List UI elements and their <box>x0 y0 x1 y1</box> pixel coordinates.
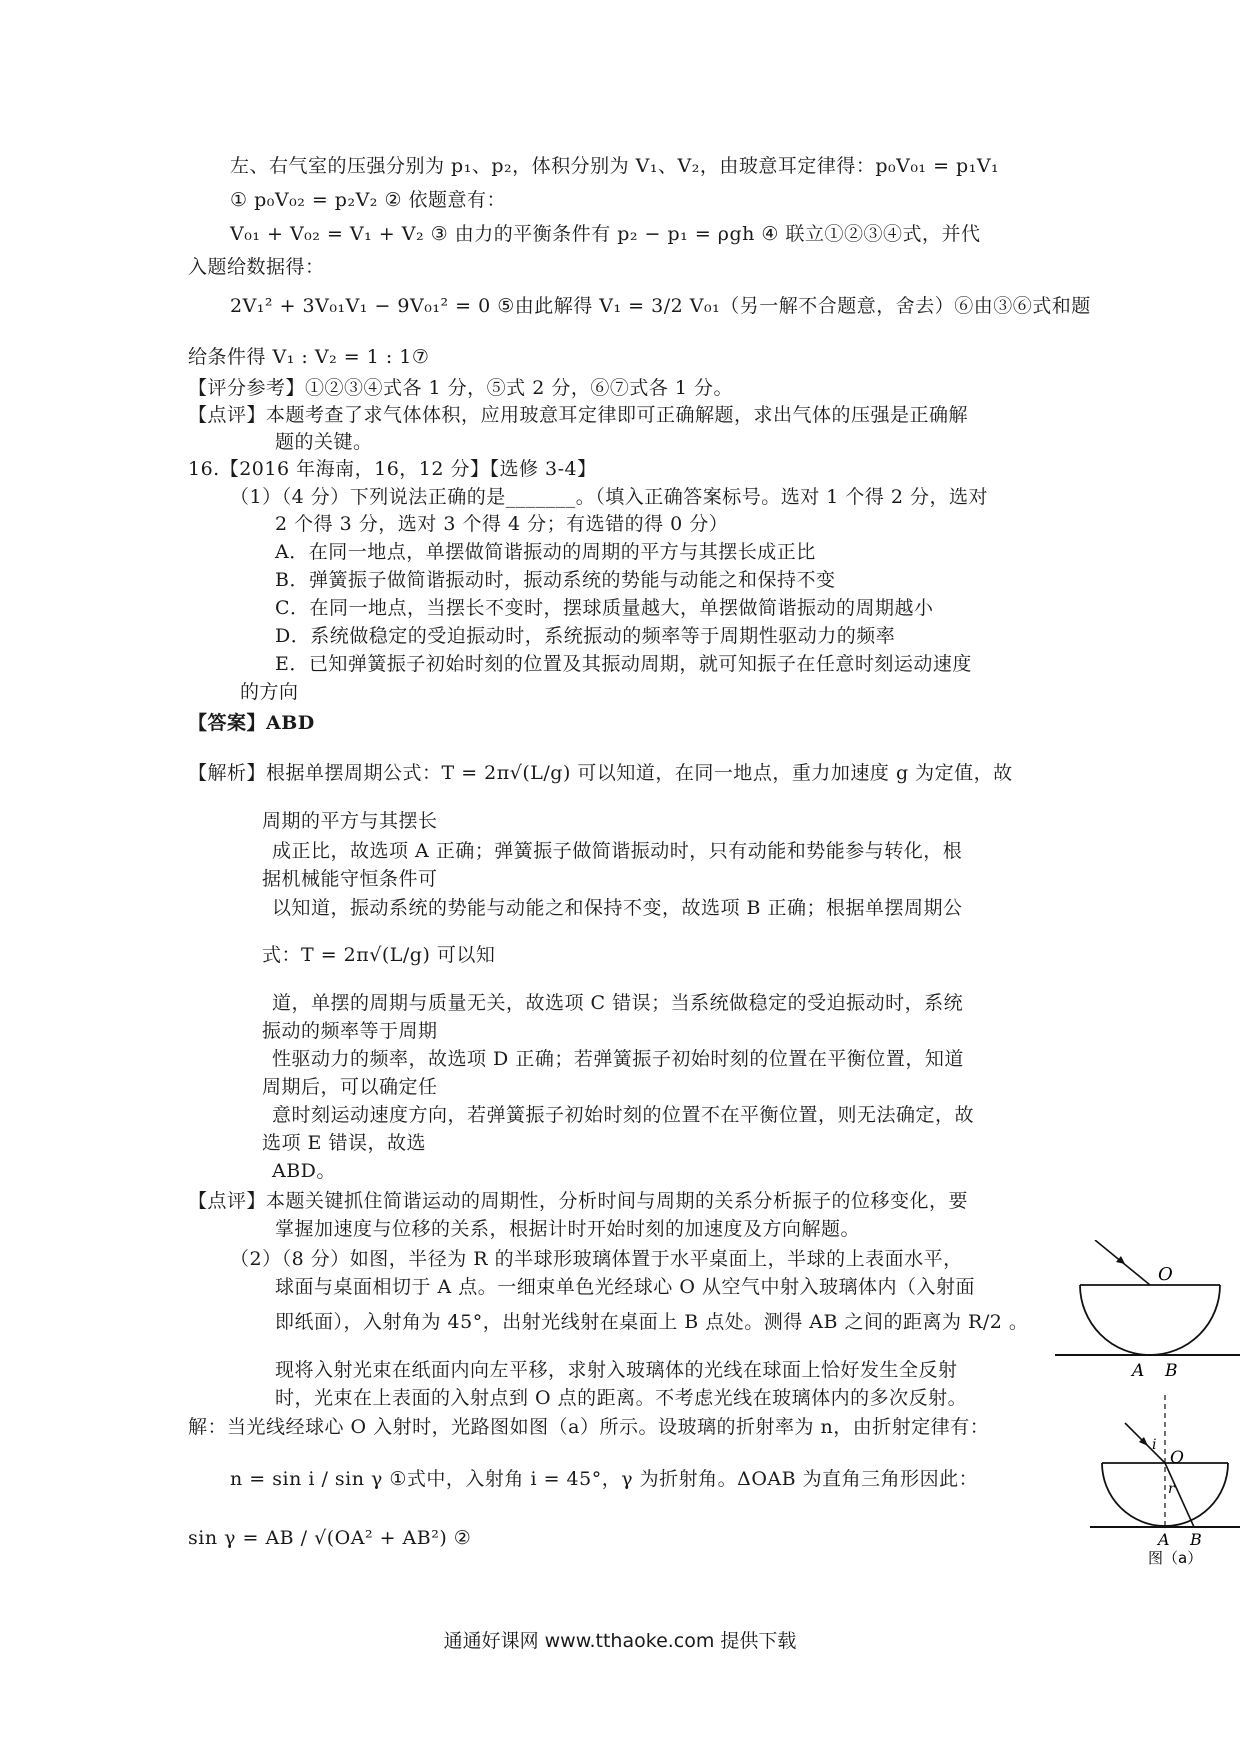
question-part-2: 球面与桌面相切于 A 点。一细束单色光经球心 O 从空气中射入玻璃体内（入射面 <box>275 1276 975 1298</box>
angle-r-label: r <box>1168 1481 1175 1497</box>
point-a-label: A <box>1132 1361 1145 1380</box>
point-a-label: A <box>1158 1530 1170 1549</box>
text-line: 入题给数据得： <box>188 256 325 278</box>
option-c: C．在同一地点，当摆长不变时，摆球质量越大，单摆做简谐振动的周期越小 <box>275 597 934 619</box>
comment-line: 【点评】本题关键抓住简谐运动的周期性，分析时间与周期的关系分析振子的位移变化，要 <box>188 1190 969 1212</box>
question-stem: （1）（4 分）下列说法正确的是_______。（填入正确答案标号。选对 1 个得 2 分，选对 <box>230 486 989 508</box>
angle-i-label: i <box>1152 1437 1157 1453</box>
analysis-line: 以知道，振动系统的势能与动能之和保持不变，故选项 B 正确；根据单摆周期公 <box>272 897 963 919</box>
analysis-line: 周期的平方与其摆长 <box>262 810 438 832</box>
option-e: E．已知弹簧振子初始时刻的位置及其振动周期，就可知振子在任意时刻运动速度 <box>275 653 972 675</box>
analysis-line: 周期后，可以确定任 <box>262 1076 438 1098</box>
question-stem: 2 个得 3 分，选对 3 个得 4 分；有选错的得 0 分） <box>275 513 729 535</box>
comment-line: 题的关键。 <box>275 431 373 453</box>
question-part-2: （2）（8 分）如图，半径为 R 的半球形玻璃体置于水平桌面上，半球的上表面水平， <box>230 1248 963 1270</box>
point-b-label: B <box>1190 1530 1202 1549</box>
analysis-line: 性驱动力的频率，故选项 D 正确；若弹簧振子初始时刻的位置在平衡位置，知道 <box>272 1048 964 1070</box>
analysis-line: 据机械能守恒条件可 <box>262 868 438 890</box>
solution-line: n = sin i / sin γ ①式中，入射角 i = 45°，γ 为折射角。ΔOAB 为直角三角形因此： <box>230 1468 979 1490</box>
analysis-line: ABD。 <box>272 1160 336 1182</box>
analysis-line: 式：T = 2π√(L/g) 可以知 <box>262 944 496 966</box>
answer-line: 【答案】ABD <box>188 712 315 734</box>
analysis-line: 成正比，故选项 A 正确；弹簧振子做简谐振动时，只有动能和势能参与转化，根 <box>272 840 963 862</box>
analysis-line: 道，单摆的周期与质量无关，故选项 C 错误；当系统做稳定的受迫振动时，系统 <box>272 992 964 1014</box>
question-part-2: 时，光束在上表面的入射点到 O 点的距离。不考虑光线在玻璃体内的多次反射。 <box>275 1387 968 1409</box>
option-e: 的方向 <box>240 681 299 703</box>
option-b: B．弹簧振子做简谐振动时，振动系统的势能与动能之和保持不变 <box>275 569 836 591</box>
option-d: D．系统做稳定的受迫振动时，系统振动的频率等于周期性驱动力的频率 <box>275 625 896 647</box>
refraction-figure-a <box>1090 1395 1240 1565</box>
text-line: 给条件得 V₁ : V₂ = 1 : 1⑦ <box>188 346 430 368</box>
text-line: V₀₁ + V₀₂ = V₁ + V₂ ③ 由力的平衡条件有 p₂ − p₁ = ρgh ④ 联立①②③④式，并代 <box>230 223 981 245</box>
option-a: A．在同一地点，单摆做简谐振动的周期的平方与其摆长成正比 <box>275 541 816 563</box>
page-footer: 通通好课网 www.tthaoke.com 提供下载 <box>443 1630 797 1652</box>
hemisphere-figure <box>1055 1240 1240 1380</box>
point-o-label: O <box>1170 1448 1184 1468</box>
text-line: ① p₀V₀₂ = p₂V₂ ② 依题意有： <box>230 189 507 211</box>
solution-line: 解：当光线经球心 O 入射时，光路图如图（a）所示。设玻璃的折射率为 n，由折射定律有： <box>188 1416 990 1438</box>
analysis-line: 【解析】根据单摆周期公式：T = 2π√(L/g) 可以知道，在同一地点，重力加速度 g 为定值，故 <box>188 762 1013 784</box>
analysis-line: 选项 E 错误，故选 <box>262 1132 426 1154</box>
text-line: 2V₁² + 3V₀₁V₁ − 9V₀₁² = 0 ⑤由此解得 V₁ = 3/2 V₀₁（另一解不合题意，舍去）⑥由③⑥式和题 <box>230 295 1091 317</box>
analysis-line: 振动的频率等于周期 <box>262 1020 438 1042</box>
solution-line: sin γ = AB / √(OA² + AB²) ② <box>188 1527 472 1549</box>
point-b-label: B <box>1165 1361 1178 1380</box>
analysis-line: 意时刻运动速度方向，若弹簧振子初始时刻的位置不在平衡位置，则无法确定，故 <box>272 1104 975 1126</box>
text-line: 左、右气室的压强分别为 p₁、p₂，体积分别为 V₁、V₂，由玻意耳定律得：p₀V₀₁ = p₁V₁ <box>230 155 1000 177</box>
scoring-note: 【评分参考】①②③④式各 1 分，⑤式 2 分，⑥⑦式各 1 分。 <box>188 377 734 399</box>
figure-caption: 图（a） <box>1148 1549 1203 1565</box>
comment-line: 【点评】本题考查了求气体体积，应用玻意耳定律即可正确解题，求出气体的压强是正确解 <box>188 404 969 426</box>
point-o-label: O <box>1158 1264 1173 1285</box>
comment-line: 掌握加速度与位移的关系，根据计时开始时刻的加速度及方向解题。 <box>275 1218 861 1240</box>
question-heading: 16.【2016 年海南，16，12 分】【选修 3-4】 <box>188 458 597 480</box>
question-part-2: 即纸面），入射角为 45°，出射光线射在桌面上 B 点处。测得 AB 之间的距离为 R/2 。 <box>275 1311 1029 1333</box>
question-part-2: 现将入射光束在纸面内向左平移，求射入玻璃体的光线在球面上恰好发生全反射 <box>275 1359 958 1381</box>
